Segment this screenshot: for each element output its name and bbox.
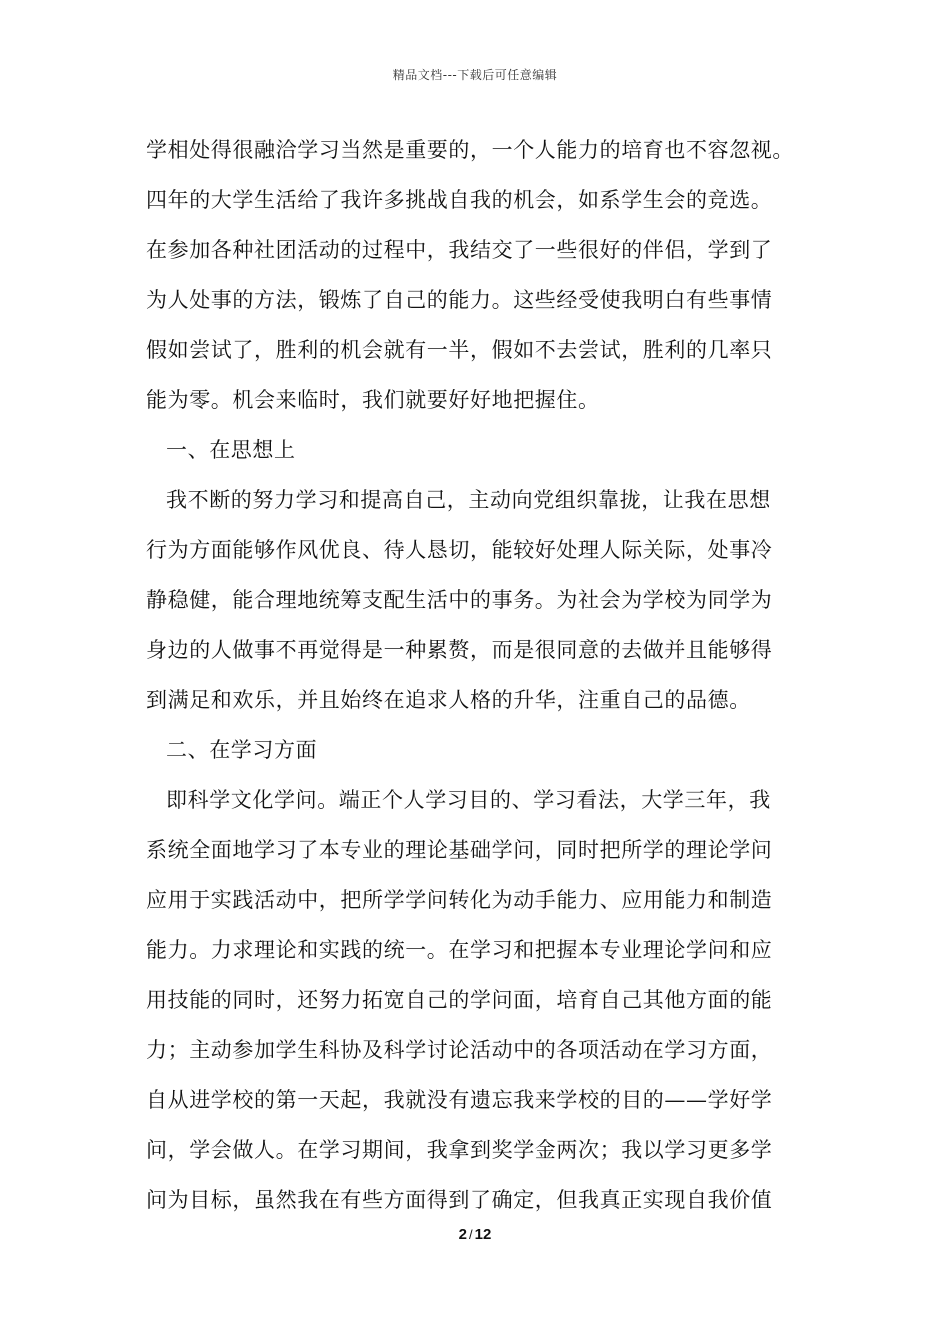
text-line: 用技能的同时，还努力拓宽自己的学问面，培育自己其他方面的能 [146, 988, 773, 1012]
text-line: 假如尝试了，胜利的机会就有一半，假如不去尝试，胜利的几率只 [146, 338, 773, 362]
text-line: 系统全面地学习了本专业的理论基础学问，同时把所学的理论学问 [146, 838, 773, 862]
page-separator: / [469, 1227, 473, 1242]
paragraph-first-line: 我不断的努力学习和提高自己，主动向党组织靠拢，让我在思想 [166, 488, 771, 512]
text-line: 问为目标，虽然我在有些方面得到了确定，但我真正实现自我价值 [146, 1188, 773, 1212]
total-pages-number: 12 [474, 1226, 492, 1243]
text-line: 问，学会做人。在学习期间，我拿到奖学金两次；我以学习更多学 [146, 1138, 773, 1162]
section-heading: 二、在学习方面 [166, 738, 318, 762]
current-page-number: 2 [458, 1226, 468, 1243]
section-heading: 一、在思想上 [166, 438, 296, 462]
paragraph-first-line: 即科学文化学问。端正个人学习目的、学习看法，大学三年，我 [166, 788, 771, 812]
text-line: 静稳健，能合理地统筹支配生活中的事务。为社会为学校为同学为 [146, 588, 773, 612]
text-line: 在参加各种社团活动的过程中，我结交了一些很好的伴侣，学到了 [146, 238, 773, 262]
text-line: 力；主动参加学生科协及科学讨论活动中的各项活动在学习方面， [146, 1038, 773, 1062]
text-line: 为人处事的方法，锻炼了自己的能力。这些经受使我明白有些事情 [146, 288, 773, 312]
page-header: 精品文档---下载后可任意编辑 [392, 68, 558, 82]
document-body [146, 125, 816, 1225]
page-number [0, 1226, 950, 1243]
text-line: 四年的大学生活给了我许多挑战自我的机会，如系学生会的竞选。 [146, 188, 773, 212]
text-line: 到满足和欢乐，并且始终在追求人格的升华，注重自己的品德。 [146, 688, 751, 712]
text-line: 能力。力求理论和实践的统一。在学习和把握本专业理论学问和应 [146, 938, 773, 962]
text-line: 学相处得很融洽学习当然是重要的，一个人能力的培育也不容忽视。 [146, 138, 794, 162]
text-line: 行为方面能够作风优良、待人恳切，能较好处理人际关际，处事冷 [146, 538, 773, 562]
text-line: 身边的人做事不再觉得是一种累赘，而是很同意的去做并且能够得 [146, 638, 773, 662]
text-line: 能为零。机会来临时，我们就要好好地把握住。 [146, 388, 600, 412]
text-line: 自从进学校的第一天起，我就没有遗忘我来学校的目的——学好学 [146, 1088, 773, 1112]
text-line: 应用于实践活动中，把所学学问转化为动手能力、应用能力和制造 [146, 888, 773, 912]
